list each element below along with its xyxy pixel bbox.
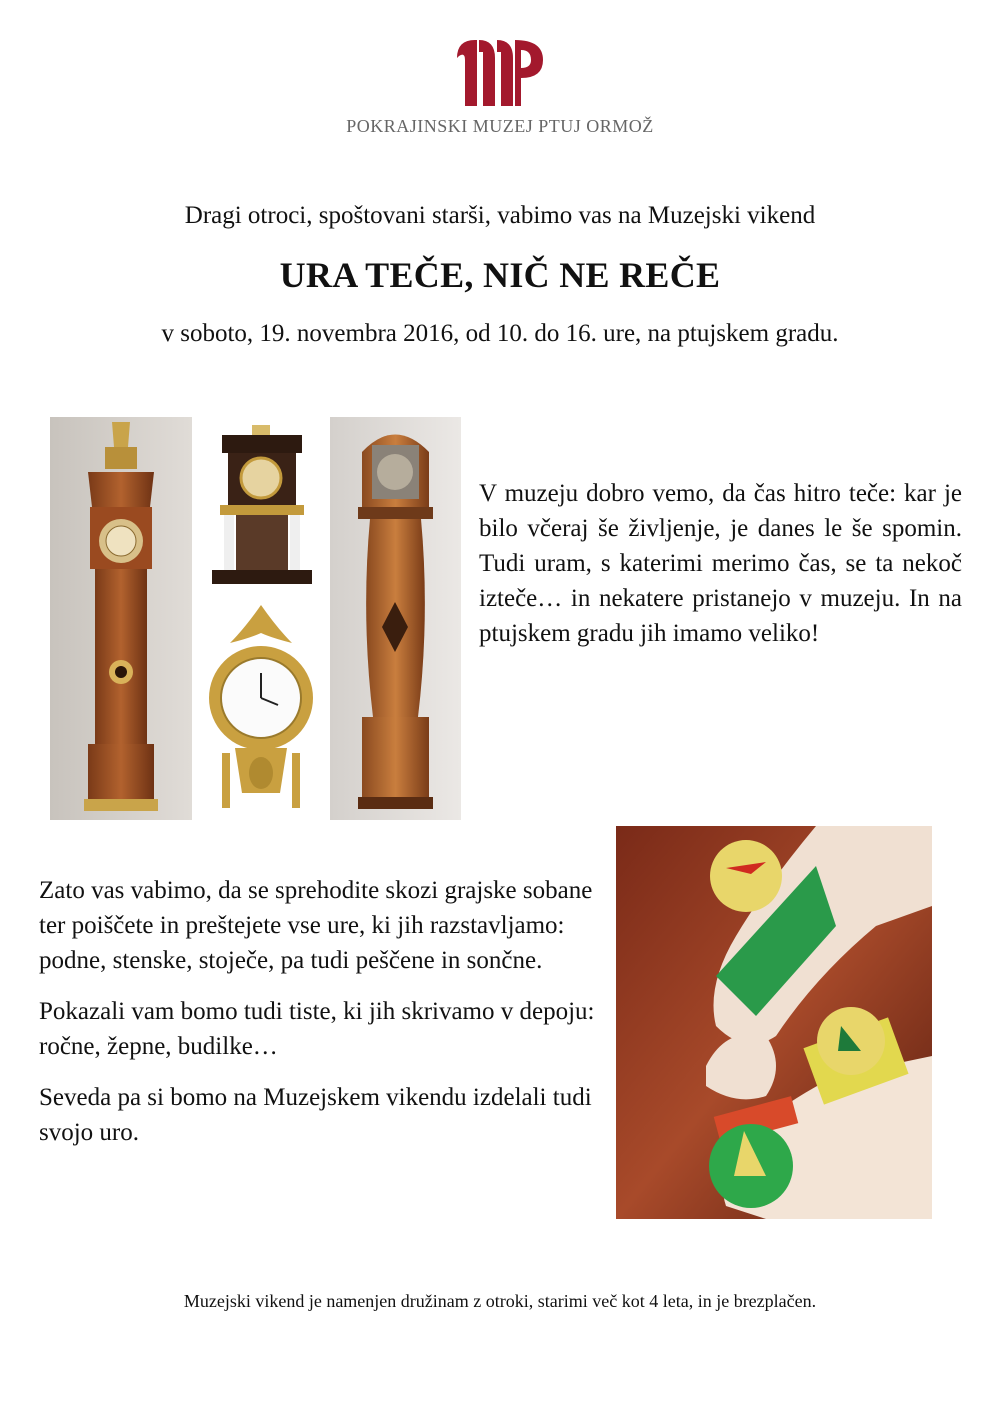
photo-gilded-wall-clock <box>200 603 322 818</box>
paragraph-make-clock: Seveda pa si bomo na Muzejskem vikendu izdelali tudi svojo uro. <box>39 1084 592 1146</box>
photo-walnut-longcase-clock <box>330 417 461 820</box>
event-date-time: v soboto, 19. novembra 2016, od 10. do 16. ure, na ptujskem gradu. <box>161 320 839 347</box>
paragraph-depot-clocks: Pokazali vam bomo tudi tiste, ki jih skrivamo v depoju: ročne, žepne, budilke… <box>39 998 595 1060</box>
photo-longcase-clock-angel <box>50 417 192 820</box>
photo-paper-watches-on-wrists <box>616 826 932 1219</box>
organization-name: POKRAJINSKI MUZEJ PTUJ ORMOŽ <box>346 116 654 136</box>
paragraph-museum-time: V muzeju dobro vemo, da čas hitro teče: kar je bilo včeraj še življenje, je danes le še spomin. Tudi uram, s katerimi merimo čas, se ta nekoč izteče… in nekatere pristanejo v muzeju. In na ptujskem gradu jih imamo veliko! <box>479 480 962 647</box>
museum-logo-icon <box>455 38 545 106</box>
invitation-intro: Dragi otroci, spoštovani starši, vabimo vas na Muzejski vikend <box>184 202 816 229</box>
invitation-details <box>39 873 609 1166</box>
photo-mantel-clock-columns <box>200 420 322 590</box>
event-title: URA TEČE, NIČ NE REČE <box>279 255 721 295</box>
footer-note: Muzejski vikend je namenjen družinam z otroki, starimi več kot 4 leta, in je brezplačen. <box>183 1291 817 1311</box>
paragraph-visit-rooms: Zato vas vabimo, da se sprehodite skozi grajske sobane ter poiščete in preštejete vse ure, ki jih razstavljamo: podne, stenske, stoječe, pa tudi peščene in sončne. <box>39 877 593 974</box>
